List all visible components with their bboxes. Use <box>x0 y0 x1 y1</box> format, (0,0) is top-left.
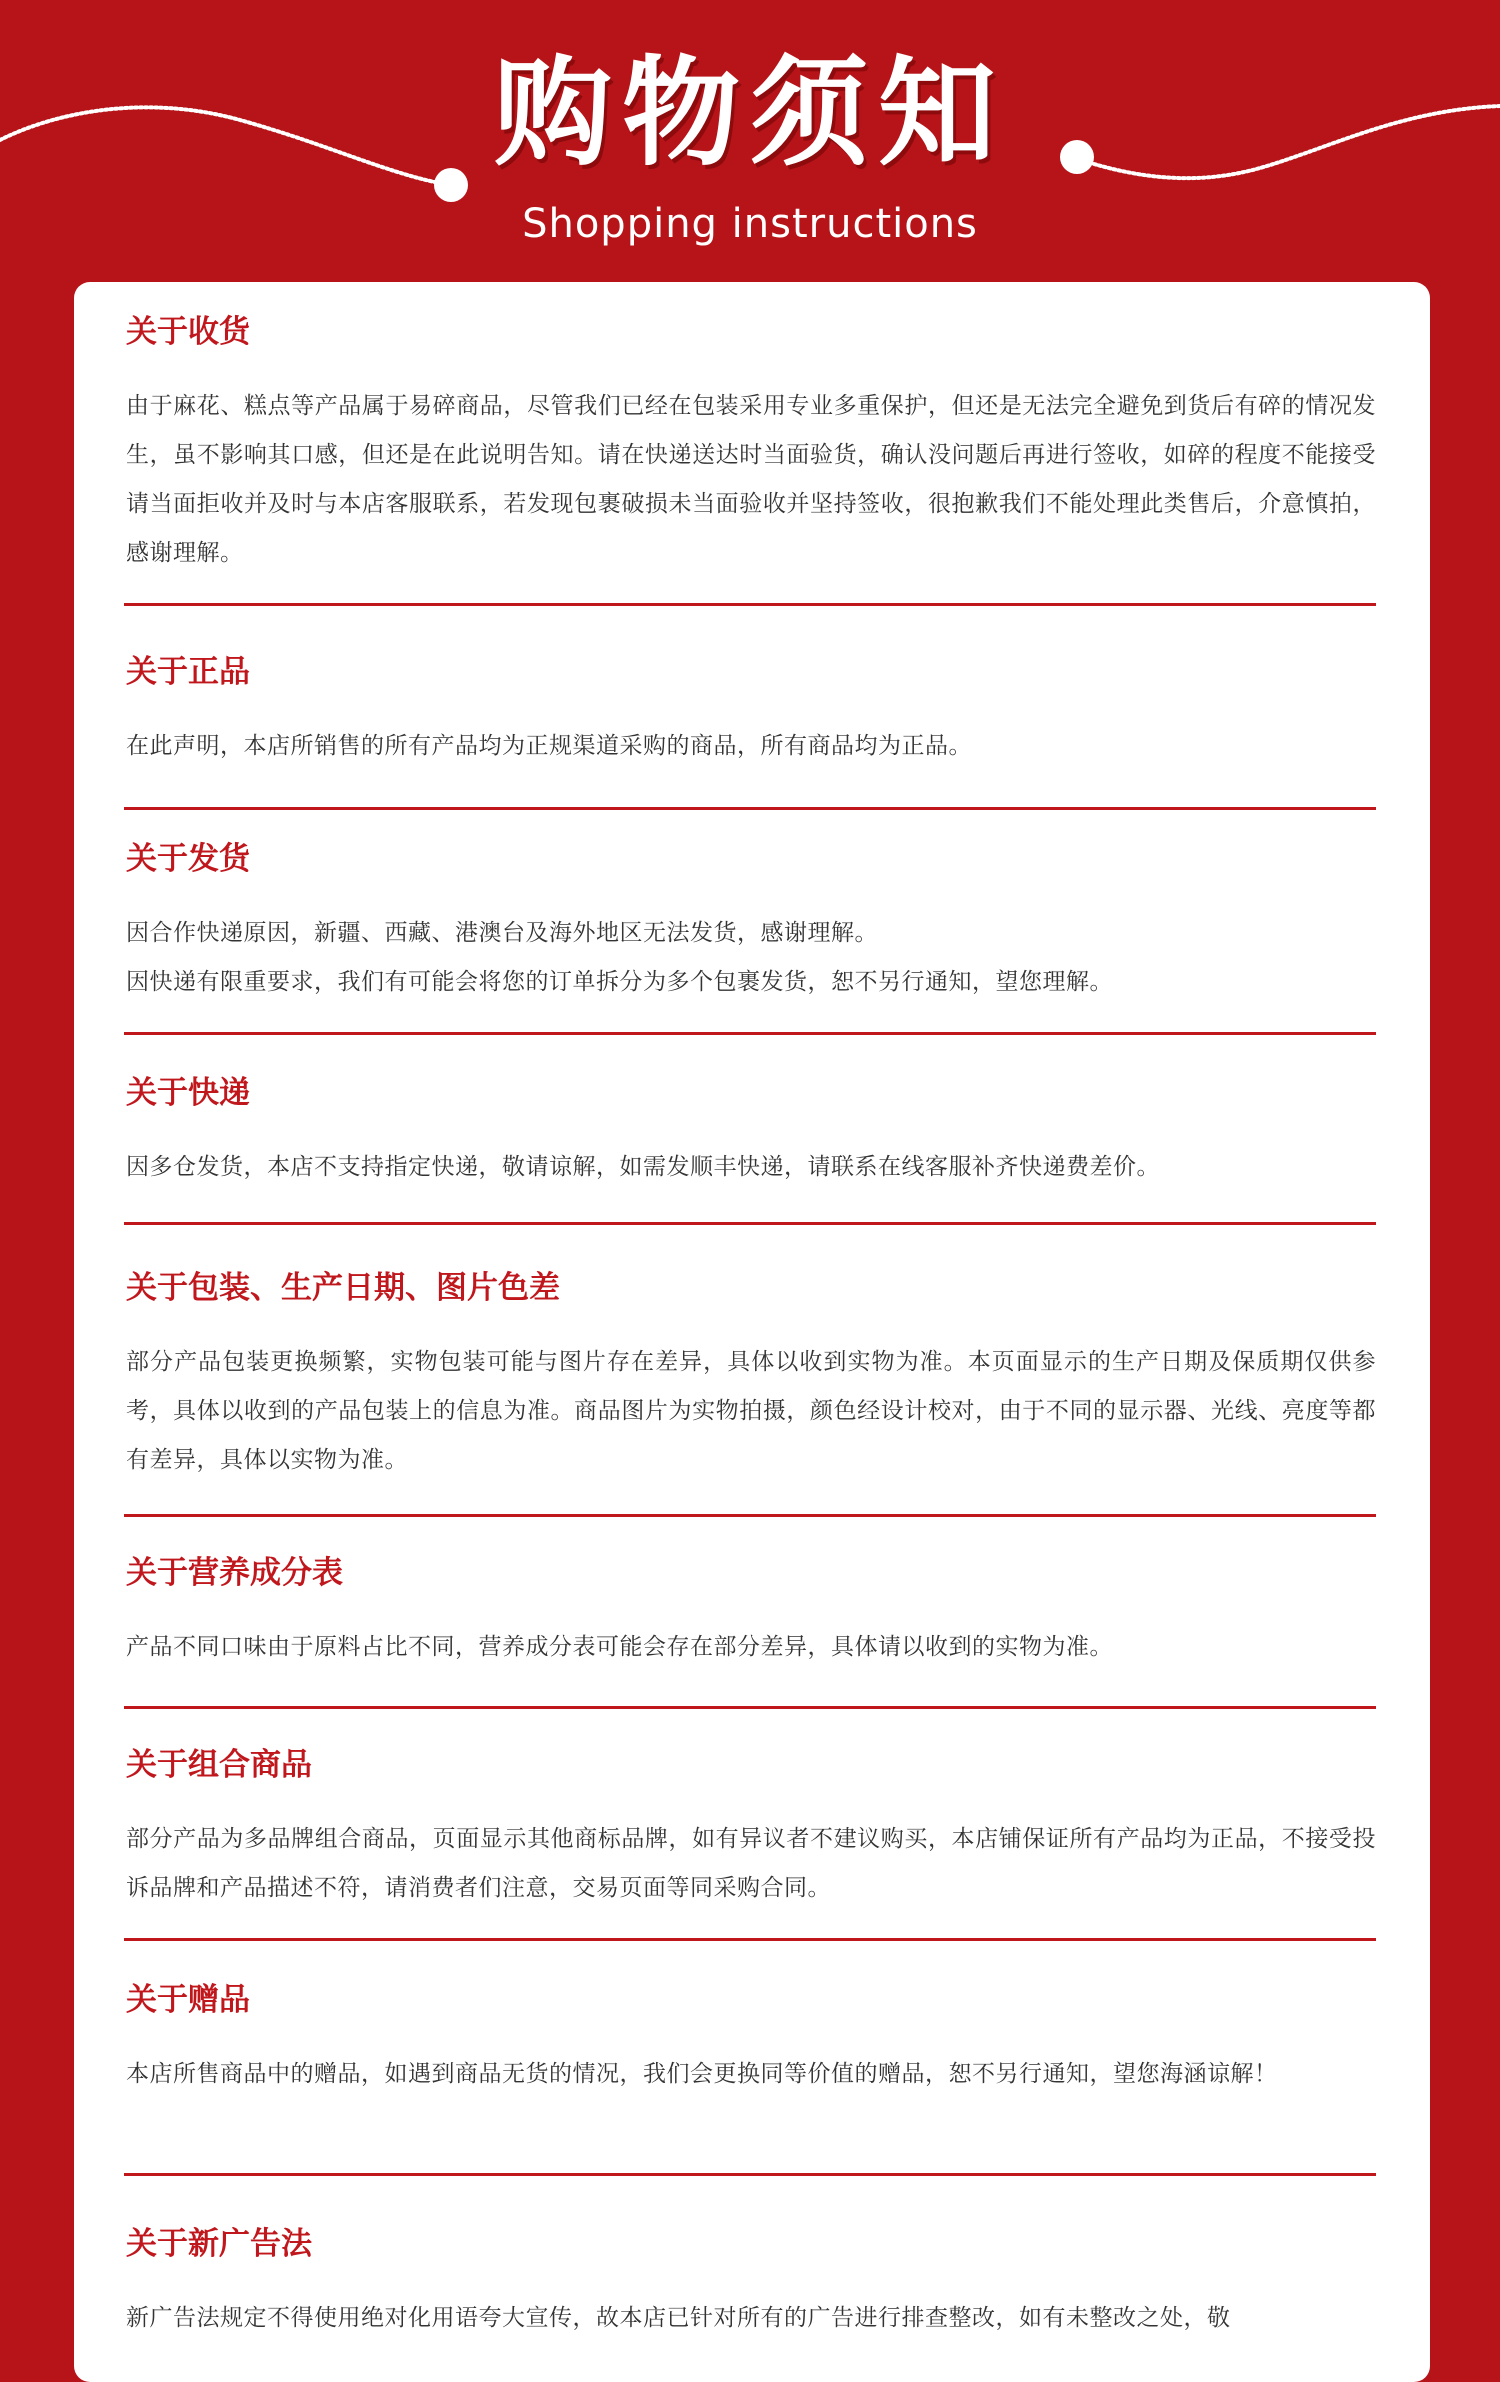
section-body <box>126 382 1376 578</box>
section-body <box>126 722 1376 771</box>
section-paragraph: 产品不同口味由于原料占比不同，营养成分表可能会存在部分差异，具体请以收到的实物为准。 <box>126 1634 1113 1660</box>
section-body <box>126 2294 1376 2343</box>
section-body <box>126 1338 1376 1485</box>
section-courier <box>126 1073 1376 1192</box>
divider <box>124 2173 1376 2176</box>
divider <box>124 603 1376 606</box>
section-gifts <box>126 1980 1376 2099</box>
header <box>0 0 1500 280</box>
section-title: 关于收货 <box>126 314 250 350</box>
section-title: 关于包装、生产日期、图片色差 <box>126 1270 560 1306</box>
page-title: 购物须知 <box>493 43 1006 182</box>
divider <box>124 1706 1376 1709</box>
section-paragraph: 新广告法规定不得使用绝对化用语夸大宣传，故本店已针对所有的广告进行排查整改，如有未整改之处，敬 <box>126 2305 1231 2331</box>
section-title: 关于新广告法 <box>126 2226 312 2262</box>
divider <box>124 1222 1376 1225</box>
page-subtitle: Shopping instructions <box>522 201 978 247</box>
section-paragraph: 在此声明，本店所销售的所有产品均为正规渠道采购的商品，所有商品均为正品。 <box>126 733 972 759</box>
section-bundles <box>126 1745 1376 1913</box>
section-title: 关于正品 <box>126 654 250 690</box>
section-title: 关于发货 <box>126 841 250 877</box>
section-body <box>126 1143 1376 1192</box>
section-shipping <box>126 839 1376 1007</box>
divider <box>124 1514 1376 1517</box>
section-paragraph: 部分产品为多品牌组合商品，页面显示其他商标品牌，如有异议者不建议购买，本店铺保证所有产品均为正品，不接受投诉品牌和产品描述不符，请消费者们注意，交易页面等同采购合同。 <box>126 1826 1376 1901</box>
section-title: 关于组合商品 <box>126 1747 312 1783</box>
divider <box>124 1938 1376 1941</box>
section-receiving <box>126 312 1376 578</box>
section-paragraph: 因快递有限重要求，我们有可能会将您的订单拆分为多个包裹发货，恕不另行通知，望您理解。 <box>126 969 1113 995</box>
divider <box>124 1032 1376 1035</box>
section-paragraph: 部分产品包装更换频繁，实物包装可能与图片存在差异，具体以收到实物为准。本页面显示的生产日期及保质期仅供参考，具体以收到的产品包装上的信息为准。商品图片为实物拍摄，颜色经设计校对，由于不同的显示器、光线、亮度等都有差异，具体以实物为准。 <box>126 1349 1376 1473</box>
section-body <box>126 2050 1376 2099</box>
section-authentic <box>126 652 1376 771</box>
section-body <box>126 1623 1376 1672</box>
instructions-card <box>74 282 1430 2382</box>
section-paragraph: 由于麻花、糕点等产品属于易碎商品，尽管我们已经在包装采用专业多重保护，但还是无法完全避免到货后有碎的情况发生，虽不影响其口感，但还是在此说明告知。请在快递送达时当面验货，确认没问题后再进行签收，如碎的程度不能接受请当面拒收并及时与本店客服联系，若发现包裹破损未当面验收并坚持签收，很抱歉我们不能处理此类售后，介意慎拍，感谢理解。 <box>126 393 1376 566</box>
section-ad-law <box>126 2224 1376 2343</box>
section-title: 关于赠品 <box>126 1982 250 2018</box>
section-paragraph: 本店所售商品中的赠品，如遇到商品无货的情况，我们会更换同等价值的赠品，恕不另行通知，望您海涵谅解！ <box>126 2061 1278 2087</box>
divider <box>124 807 1376 810</box>
section-title: 关于快递 <box>126 1075 250 1111</box>
section-body <box>126 1815 1376 1913</box>
section-paragraph: 因合作快递原因，新疆、西藏、港澳台及海外地区无法发货，感谢理解。 <box>126 920 878 946</box>
section-nutrition <box>126 1553 1376 1672</box>
section-paragraph: 因多仓发货，本店不支持指定快递，敬请谅解，如需发顺丰快递，请联系在线客服补齐快递费差价。 <box>126 1154 1160 1180</box>
section-body <box>126 909 1376 1007</box>
section-packaging <box>126 1268 1376 1485</box>
section-title: 关于营养成分表 <box>126 1555 343 1591</box>
